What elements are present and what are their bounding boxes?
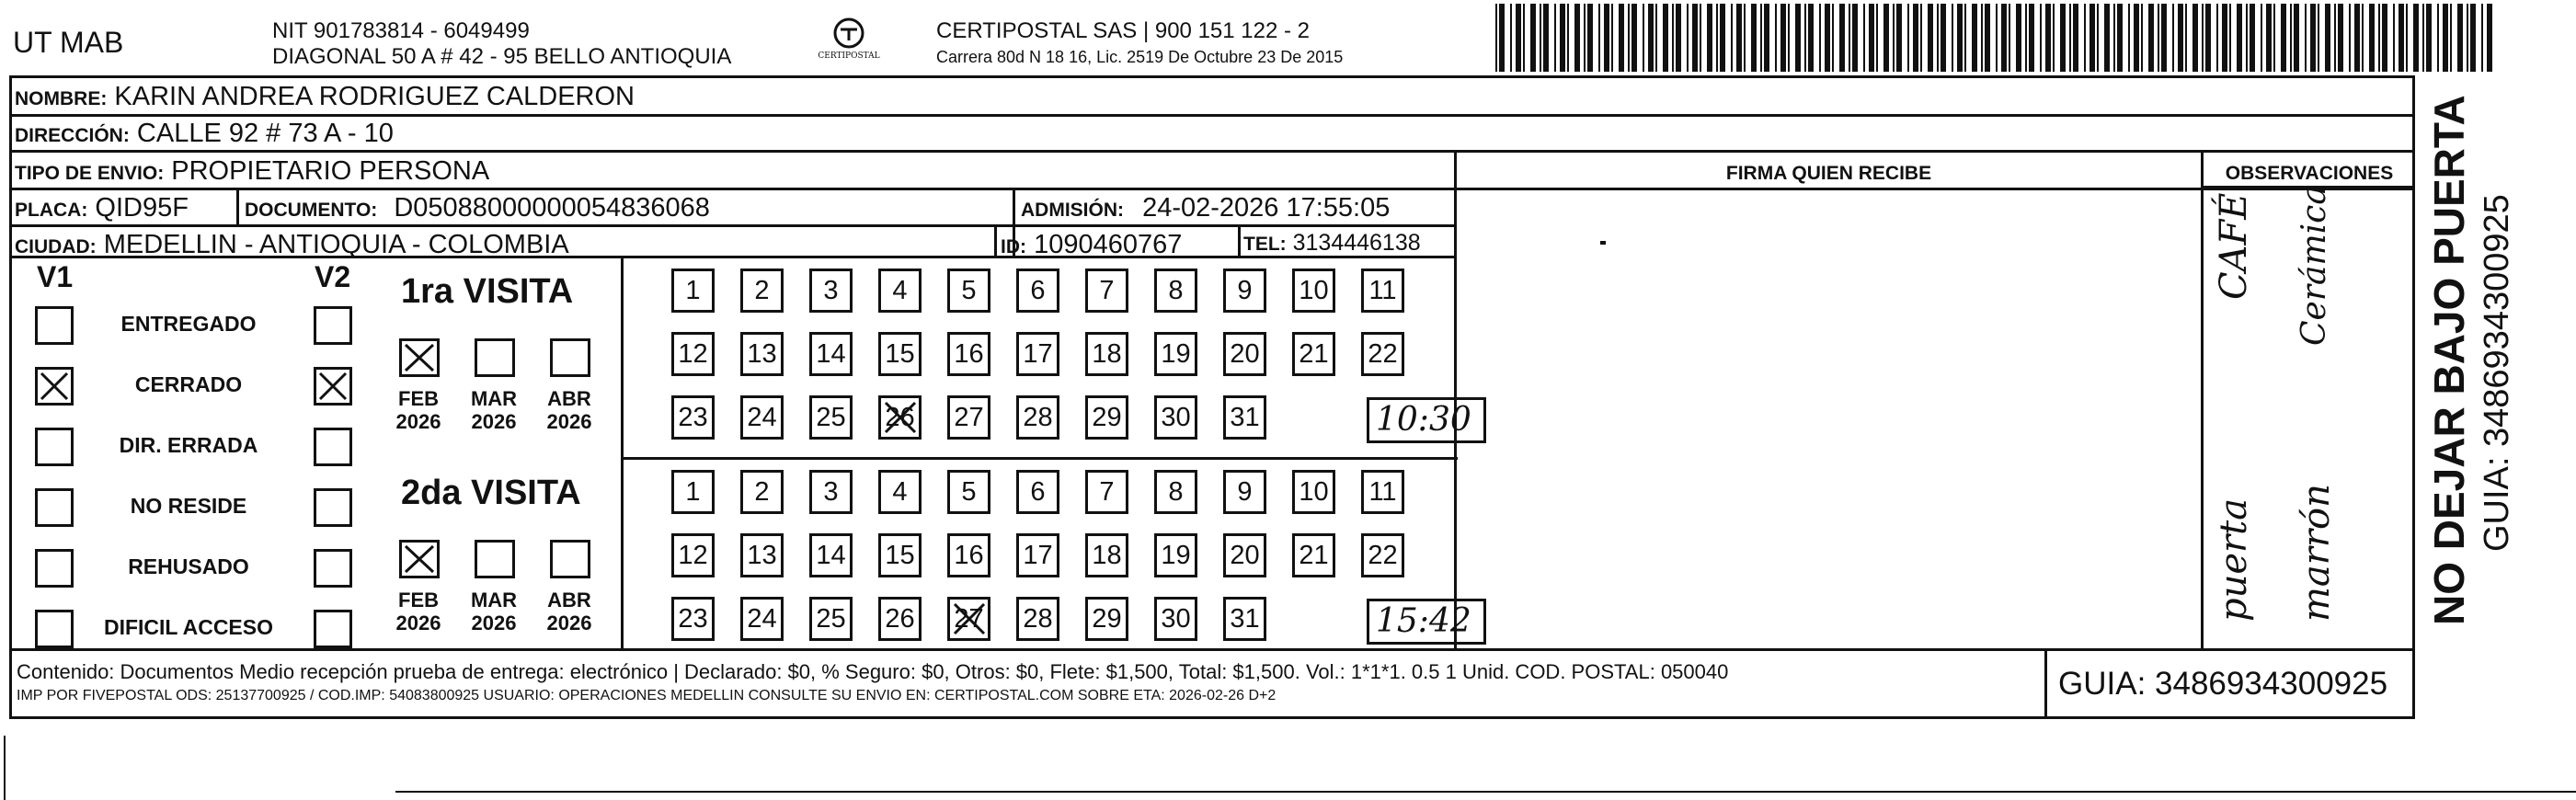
barcode-icon bbox=[1495, 4, 2496, 72]
day-box[interactable]: 30 bbox=[1154, 597, 1197, 641]
divider bbox=[9, 114, 2415, 117]
divider bbox=[621, 256, 624, 649]
day-box[interactable]: 6 bbox=[1016, 269, 1059, 313]
divider bbox=[236, 188, 239, 224]
observations-area[interactable] bbox=[2204, 185, 2413, 648]
day-box[interactable]: 2 bbox=[740, 269, 784, 313]
plate-cell bbox=[15, 195, 189, 222]
day-box[interactable]: 17 bbox=[1016, 533, 1059, 577]
shipment-type: PROPIETARIO PERSONA bbox=[171, 156, 490, 186]
day-box[interactable]: 4 bbox=[878, 269, 922, 313]
day-box[interactable]: 11 bbox=[1361, 269, 1404, 313]
month-checkbox[interactable] bbox=[399, 338, 440, 377]
day-box[interactable]: 17 bbox=[1016, 332, 1059, 376]
observation-note: CAFÉ bbox=[2213, 192, 2255, 300]
admission-label: ADMISIÓN: bbox=[1021, 200, 1124, 221]
observations-header: OBSERVACIONES bbox=[2225, 163, 2394, 184]
visit-time: 10:30 bbox=[1376, 401, 1471, 439]
month-name: ABR bbox=[547, 589, 591, 611]
day-box[interactable]: 27 bbox=[947, 597, 990, 641]
month-name: FEB bbox=[398, 387, 439, 410]
name-label: NOMBRE: bbox=[15, 88, 108, 109]
day-box[interactable]: 2 bbox=[740, 470, 784, 514]
day-box[interactable]: 19 bbox=[1154, 332, 1197, 376]
day-box[interactable]: 5 bbox=[947, 470, 990, 514]
visit-title: 1ra VISITA bbox=[401, 272, 574, 311]
day-box[interactable]: 13 bbox=[740, 533, 784, 577]
day-box[interactable]: 10 bbox=[1292, 269, 1335, 313]
day-box[interactable]: 12 bbox=[671, 332, 715, 376]
plate-label: PLACA: bbox=[15, 200, 88, 221]
divider bbox=[994, 224, 997, 256]
type-label: TIPO DE ENVIO: bbox=[15, 163, 165, 184]
status-label: CERRADO bbox=[134, 372, 243, 396]
tel-label: TEL: bbox=[1243, 234, 1287, 255]
day-box[interactable]: 30 bbox=[1154, 395, 1197, 440]
month-label bbox=[462, 387, 526, 434]
v1-checkbox[interactable] bbox=[35, 367, 74, 406]
type-row bbox=[15, 158, 489, 185]
signature-header: FIRMA QUIEN RECIBE bbox=[1725, 163, 1932, 184]
x-mark-icon bbox=[882, 399, 919, 436]
day-box[interactable]: 19 bbox=[1154, 533, 1197, 577]
logo-text: CERTIPOSTAL bbox=[818, 51, 880, 61]
month-label bbox=[462, 589, 526, 635]
carrier-name: CERTIPOSTAL SAS | 900 151 122 - 2 bbox=[936, 18, 1310, 43]
x-mark-icon bbox=[951, 600, 988, 637]
month-checkbox[interactable] bbox=[399, 540, 440, 578]
recipient-name: KARIN ANDREA RODRIGUEZ CALDERON bbox=[114, 82, 635, 111]
month-year: 2026 bbox=[395, 611, 441, 635]
page-mark bbox=[395, 791, 2576, 793]
month-year: 2026 bbox=[395, 410, 441, 434]
month-checkbox[interactable] bbox=[550, 338, 590, 377]
day-box[interactable]: 16 bbox=[947, 332, 990, 376]
month-year: 2026 bbox=[546, 410, 592, 434]
sender-address: DIAGONAL 50 A # 42 - 95 BELLO ANTIOQUIA bbox=[272, 44, 732, 69]
day-box[interactable]: 22 bbox=[1361, 332, 1404, 376]
day-box[interactable]: 23 bbox=[671, 597, 715, 641]
city-label: CIUDAD: bbox=[15, 236, 97, 257]
signature-dot bbox=[1600, 241, 1606, 245]
certipostal-logo bbox=[817, 17, 881, 68]
visit-time: 15:42 bbox=[1376, 602, 1471, 640]
month-label bbox=[537, 387, 601, 434]
observation-note: puerta bbox=[2213, 497, 2255, 622]
day-box[interactable]: 8 bbox=[1154, 269, 1197, 313]
day-box[interactable]: 28 bbox=[1016, 597, 1059, 641]
v1-header: V1 bbox=[37, 260, 74, 293]
admission-value: 24-02-2026 17:55:05 bbox=[1142, 193, 1391, 223]
month-year: 2026 bbox=[471, 410, 517, 434]
divider bbox=[2044, 648, 2047, 719]
day-box[interactable]: 29 bbox=[1085, 395, 1128, 440]
day-box[interactable]: 14 bbox=[809, 332, 853, 376]
day-box[interactable]: 13 bbox=[740, 332, 784, 376]
v1-checkbox[interactable] bbox=[35, 428, 74, 466]
v2-checkbox[interactable] bbox=[314, 428, 352, 466]
carrier-address: Carrera 80d N 18 16, Lic. 2519 De Octubre 23 De 2015 bbox=[936, 48, 1344, 66]
side-warning: NO DEJAR BAJO PUERTA bbox=[2425, 95, 2473, 625]
visit-title: 2da VISITA bbox=[401, 474, 581, 512]
v1-checkbox[interactable] bbox=[35, 610, 74, 648]
day-box[interactable]: 16 bbox=[947, 533, 990, 577]
day-box[interactable]: 27 bbox=[947, 395, 990, 440]
day-box[interactable]: 18 bbox=[1085, 533, 1128, 577]
month-checkbox[interactable] bbox=[550, 540, 590, 578]
day-box[interactable]: 15 bbox=[878, 533, 922, 577]
day-box[interactable]: 8 bbox=[1154, 470, 1197, 514]
signature-area[interactable] bbox=[1457, 189, 2201, 648]
footer-imp: IMP POR FIVEPOSTAL ODS: 25137700925 / COD.IMP: 54083800925 USUARIO: OPERACIONES MEDELLIN CONSULTE SU ENVIO EN: CERTIPOSTAL.COM SOBRE ETA: 2026-02-26 D+2 bbox=[17, 688, 1277, 703]
day-box[interactable]: 31 bbox=[1223, 597, 1266, 641]
day-box[interactable]: 4 bbox=[878, 470, 922, 514]
month-year: 2026 bbox=[471, 611, 517, 635]
footer-guia: GUIA: 3486934300925 bbox=[2058, 666, 2388, 702]
day-box[interactable]: 24 bbox=[740, 395, 784, 440]
day-box[interactable]: 5 bbox=[947, 269, 990, 313]
divider bbox=[621, 457, 1458, 460]
v1-checkbox[interactable] bbox=[35, 306, 74, 345]
month-label bbox=[386, 387, 451, 434]
day-box[interactable]: 9 bbox=[1223, 269, 1266, 313]
day-box[interactable]: 11 bbox=[1361, 470, 1404, 514]
day-box[interactable]: 31 bbox=[1223, 395, 1266, 440]
admission-cell bbox=[1021, 195, 1390, 222]
month-name: MAR bbox=[470, 589, 518, 611]
barcode bbox=[1495, 4, 2496, 72]
month-name: MAR bbox=[470, 387, 518, 410]
side-guia: GUIA: 3486934300925 bbox=[2478, 194, 2516, 552]
day-box[interactable]: 20 bbox=[1223, 332, 1266, 376]
day-box[interactable]: 28 bbox=[1016, 395, 1059, 440]
v2-checkbox[interactable] bbox=[314, 488, 352, 527]
recipient-address: CALLE 92 # 73 A - 10 bbox=[136, 119, 394, 148]
month-label bbox=[537, 589, 601, 635]
month-label bbox=[386, 589, 451, 635]
name-row bbox=[15, 84, 635, 110]
day-box[interactable]: 3 bbox=[809, 269, 853, 313]
day-box[interactable]: 7 bbox=[1085, 269, 1128, 313]
month-name: ABR bbox=[547, 387, 591, 410]
divider bbox=[9, 150, 2415, 153]
divider bbox=[9, 648, 2415, 651]
day-box[interactable]: 25 bbox=[809, 395, 853, 440]
id-value: 1090460767 bbox=[1034, 230, 1183, 259]
day-box[interactable]: 12 bbox=[671, 533, 715, 577]
status-label: ENTREGADO bbox=[120, 312, 257, 336]
status-label: DIFICIL ACCESO bbox=[103, 615, 273, 639]
day-box[interactable]: 1 bbox=[671, 269, 715, 313]
day-box[interactable]: 29 bbox=[1085, 597, 1128, 641]
address-row bbox=[15, 120, 394, 147]
day-box[interactable]: 26 bbox=[878, 395, 922, 440]
x-mark-icon bbox=[402, 543, 437, 576]
day-box[interactable]: 20 bbox=[1223, 533, 1266, 577]
day-box[interactable]: 1 bbox=[671, 470, 715, 514]
address-label: DIRECCIÓN: bbox=[15, 125, 130, 146]
v2-header: V2 bbox=[315, 260, 351, 293]
day-box[interactable]: 22 bbox=[1361, 533, 1404, 577]
day-box[interactable]: 18 bbox=[1085, 332, 1128, 376]
document-cell bbox=[245, 195, 710, 222]
day-box[interactable]: 7 bbox=[1085, 470, 1128, 514]
day-box[interactable]: 23 bbox=[671, 395, 715, 440]
footer-content: Contenido: Documentos Medio recepción prueba de entrega: electrónico | Declarado: $0, % Seguro: $0, Otros: $0, Flete: $1,500, Total: $1,500. Vol.: 1*1*1. 0.5 1 Unid. COD. POSTAL: 050040 bbox=[17, 660, 1729, 683]
x-mark-icon bbox=[402, 341, 437, 374]
day-box[interactable]: 6 bbox=[1016, 470, 1059, 514]
observation-note: marrón bbox=[2296, 484, 2338, 622]
day-box[interactable]: 24 bbox=[740, 597, 784, 641]
city-value: MEDELLIN - ANTIOQUIA - COLOMBIA bbox=[103, 230, 569, 259]
x-mark-icon bbox=[316, 370, 349, 403]
day-box[interactable]: 21 bbox=[1292, 332, 1335, 376]
v2-checkbox[interactable] bbox=[314, 306, 352, 345]
month-name: FEB bbox=[398, 589, 439, 611]
status-label: DIR. ERRADA bbox=[119, 433, 258, 457]
day-box[interactable]: 3 bbox=[809, 470, 853, 514]
day-box[interactable]: 25 bbox=[809, 597, 853, 641]
divider bbox=[1238, 224, 1241, 256]
tel-value: 3134446138 bbox=[1292, 230, 1421, 256]
plate-value: QID95F bbox=[95, 193, 189, 223]
month-checkbox[interactable] bbox=[475, 338, 515, 377]
x-mark-icon bbox=[38, 370, 71, 403]
v1-checkbox[interactable] bbox=[35, 488, 74, 527]
document-value: D05088000000054836068 bbox=[394, 193, 710, 223]
id-label: ID: bbox=[1001, 236, 1026, 257]
day-box[interactable]: 21 bbox=[1292, 533, 1335, 577]
page-mark bbox=[4, 736, 6, 800]
observation-note: Cerámica bbox=[2296, 185, 2333, 346]
status-label: NO RESIDE bbox=[130, 494, 247, 518]
id-cell bbox=[1001, 232, 1182, 258]
day-box[interactable]: 14 bbox=[809, 533, 853, 577]
day-box[interactable]: 15 bbox=[878, 332, 922, 376]
day-box[interactable]: 26 bbox=[878, 597, 922, 641]
day-box[interactable]: 10 bbox=[1292, 470, 1335, 514]
status-label: REHUSADO bbox=[128, 554, 249, 578]
v2-checkbox[interactable] bbox=[314, 549, 352, 588]
v2-checkbox[interactable] bbox=[314, 610, 352, 648]
month-year: 2026 bbox=[546, 611, 592, 635]
month-checkbox[interactable] bbox=[475, 540, 515, 578]
company-name: UT MAB bbox=[13, 26, 124, 59]
tel-cell bbox=[1243, 232, 1421, 255]
city-cell bbox=[15, 232, 569, 258]
document-label: DOCUMENTO: bbox=[245, 200, 378, 221]
v2-checkbox[interactable] bbox=[314, 367, 352, 406]
sender-nit: NIT 901783814 - 6049499 bbox=[272, 18, 530, 43]
v1-checkbox[interactable] bbox=[35, 549, 74, 588]
day-box[interactable]: 9 bbox=[1223, 470, 1266, 514]
